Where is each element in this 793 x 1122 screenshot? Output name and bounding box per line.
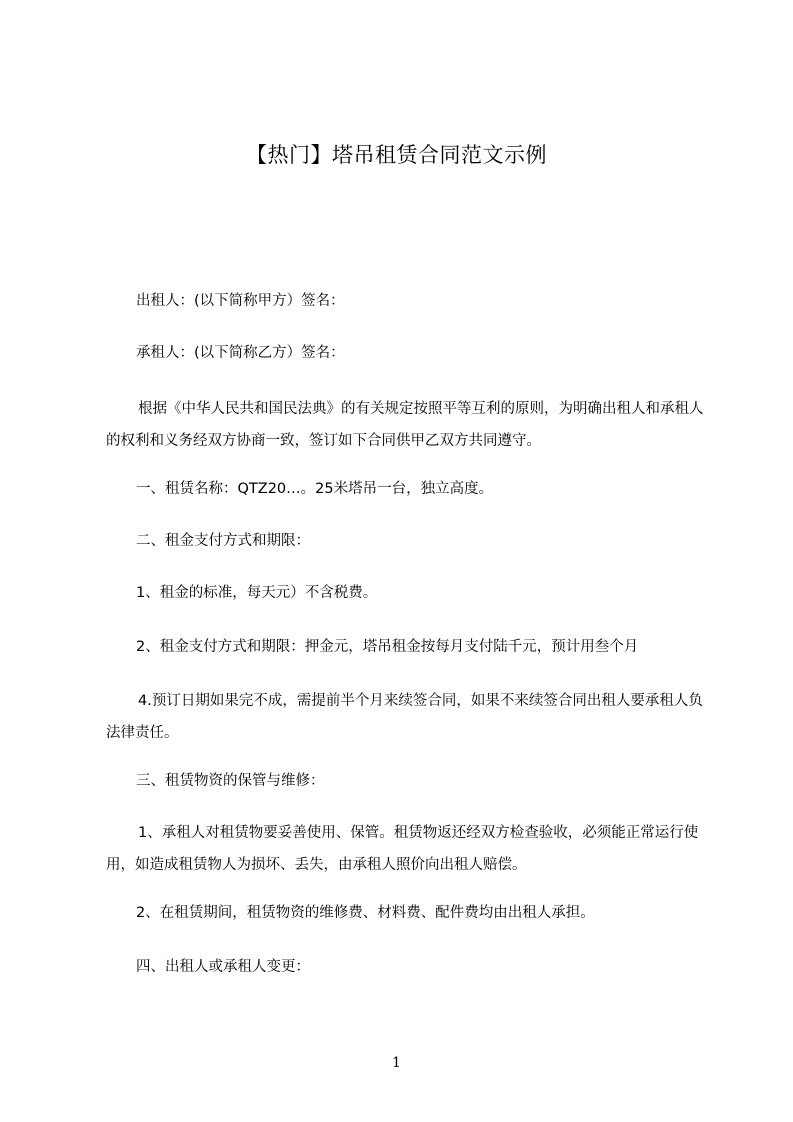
- clause-3-item-2: 2、在租赁期间，租赁物资的维修费、材料费、配件费均由出租人承担。: [136, 905, 595, 921]
- clause-2-item-4: 4.预订日期如果完不成，需提前半个月来续签合同，如果不来续签合同出租人要承租人负法律责任。: [106, 693, 703, 741]
- clause-2-heading: 二、租金支付方式和期限：: [136, 533, 310, 549]
- clause-1-rental-name: 一、租赁名称：QTZ20…。25米塔吊一台，独立高度。: [136, 481, 494, 497]
- lessee-line: 承租人：(以下简称乙方）签名：: [136, 345, 345, 361]
- clause-3-heading: 三、租赁物资的保管与维修：: [136, 773, 325, 789]
- page-number: 1: [392, 1055, 401, 1071]
- lessor-line: 出租人：(以下简称甲方）签名：: [136, 293, 345, 309]
- clause-4-heading: 四、出租人或承租人变更：: [136, 959, 310, 975]
- document-title: 【热门】塔吊租赁合同范文示例: [246, 143, 547, 167]
- clause-2-item-2: 2、租金支付方式和期限：押金元，塔吊租金按每月支付陆千元，预计用叁个月: [136, 639, 639, 655]
- preamble-paragraph: 根据《中华人民共和国民法典》的有关规定按照平等互利的原则，为明确出租人和承租人的权利和义务经双方协商一致，签订如下合同供甲乙双方共同遵守。: [106, 401, 704, 449]
- clause-3-item-1: 1、承租人对租赁物要妥善使用、保管。租赁物返还经双方检查验收，必须能正常运行使用，如造成租赁物人为损坏、丢失，由承租人照价向出租人赔偿。: [106, 825, 699, 873]
- clause-2-item-1: 1、租金的标准，每天元）不含税费。: [136, 585, 378, 601]
